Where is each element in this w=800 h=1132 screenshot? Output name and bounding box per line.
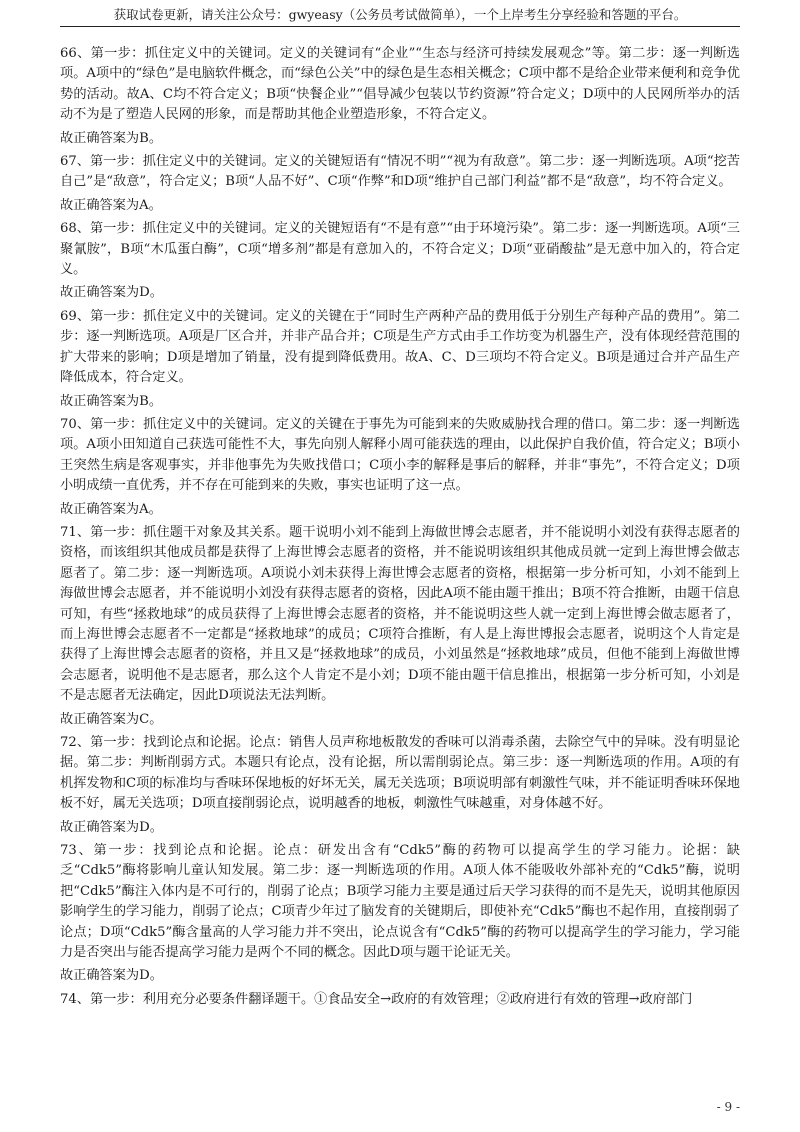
- item-67-answer: 故正确答案为A。: [60, 197, 162, 213]
- item-74-text: 74、第一步：利用充分必要条件翻译题干。①食品安全→政府的有效管理；②政府进行有效的管理→政府部门: [60, 991, 693, 1007]
- item-69-text: 69、第一步：抓住定义中的关键词。定义的关键在于“同时生产两种产品的费用低于分别生产每种产品的费用”。第二步：逐一判断选项。A项是厂区合并，并非产品合并；C项是生产方式由手工作坊变为机器生产，没有体现经营范围的扩大带来的影响；D项是增加了销量，没有提到降低费用。故A、C、D三项均不符合定义。B项是通过合并产品生产降低成本，符合定义。: [60, 308, 740, 386]
- answer-content: [60, 44, 740, 1013]
- page-header: 获取试卷更新，请关注公众号：gwyeasy（公务员考试做简单），一个上岸考生分享经验和答题的平台。: [60, 6, 740, 27]
- item-72-answer: 故正确答案为D。: [60, 819, 163, 835]
- item-68-answer: 故正确答案为D。: [60, 285, 163, 301]
- item-68-text: 68、第一步：抓住定义中的关键词。定义的关键短语有“不是有意”“由于环境污染”。第二步：逐一判断选项。A项“三聚氰胺”，B项“木瓜蛋白酶”，C项“增多剂”都是有意加入的，不符合定义；D项“亚硝酸盐”是无意中加入的，符合定义。: [60, 221, 740, 278]
- item-73-answer: 故正确答案为D。: [60, 968, 163, 984]
- item-66-answer: 故正确答案为B。: [60, 130, 163, 146]
- item-72-text: 72、第一步：找到论点和论据。论点：销售人员声称地板散发的香味可以消毒杀菌，去除空气中的异味。没有明显论据。第二步：判断削弱方式。本题只有论点，没有论据，所以需削弱论点。第三步：逐一判断选项的作用。A项的有机挥发物和C项的标准均与香味环保地板的好坏无关，属无关选项；B项说明部有刺激性气味，并不能证明香味环保地板不好，属无关选项；D项直接削弱论点，说明越香的地板，刺激性气味越重，对身体越不好。: [60, 735, 740, 812]
- item-69-answer: 故正确答案为B。: [60, 393, 163, 409]
- item-67-text: 67、第一步：抓住定义中的关键词。定义的关键短语有“情况不明”“视为有敌意”。第二步：逐一判断选项。A项“挖苦自己”是“敌意”，符合定义；B项“人品不好”、C项“作弊”和D项“维护自己部门利益”都不是“敌意”，均不符合定义。: [60, 154, 740, 190]
- item-71-text: 71、第一步：抓住题干对象及其关系。题干说明小刘不能到上海做世博会志愿者，并不能说明小刘没有获得志愿者的资格，而该组织其他成员都是获得了上海世博会志愿者的资格，并不能说明该组织其他成员就一定到上海世博会做志愿者了。第二步：逐一判断选项。A项说小刘未获得上海世博会志愿者的资格，根据第一步分析可知，小刘不能到上海做世博会志愿者，并不能说明小刘没有获得志愿者的资格，因此A项不能由题干推出；B项不符合推断，由题干信息可知，有些“拯救地球”的成员获得了上海世博会志愿者的资格，并不能说明这些人就一定到上海世博会做志愿者了，而上海世博会志愿者不一定都是“拯救地球”的成员；C项符合推断，有人是上海世博报会志愿者，说明这个人肯定是获得了上海世博会志愿者的资格，并且又是“拯救地球”的成员，小刘虽然是“拯救地球”成员，但他不能到上海做世博会志愿者，说明他不是志愿者，那么这个人肯定不是小刘；D项不能由题干信息推出，根据第一步分析可知，小刘是不是志愿者无法确定，因此D项说法无法判断。: [60, 524, 740, 704]
- item-70-text: 70、第一步：抓住定义中的关键词。定义的关键在于事先为可能到来的失败威胁找合理的借口。第二步：逐一判断选项。A项小田知道自己获选可能性不大，事先向别人解释小周可能获选的理由，以此保护自我价值，符合定义；B项小王突然生病是客观事实，并非他事先为失败找借口；C项小李的解释是事后的解释，并非“事先”，不符合定义；D项小明成绩一直优秀，并不存在可能到来的失败，事实也证明了这一点。: [60, 416, 740, 494]
- item-73-text: 73、第一步：找到论点和论据。论点：研发出含有“Cdk5”酶的药物可以提高学生的学习能力。论据：缺乏“Cdk5”酶将影响儿童认知发展。第二步：逐一判断选项的作用。A项人体不能吸收外部补充的“Cdk5”酶，说明把“Cdk5”酶注入体内是不可行的，削弱了论点；B项学习能力主要是通过后天学习获得的而不是先天，说明其他原因影响学生的学习能力，削弱了论点；C项青少年过了脑发育的关键期后，即使补充“Cdk5”酶也不起作用，直接削弱了论点；D项“Cdk5”酶含量高的人学习能力并不突出，论点说含有“Cdk5”酶的药物可以提高学生的学习能力，学习能力是否突出与能否提高学习能力是两个不同的概念。因此D项与题干论证无关。: [60, 843, 740, 961]
- page-number: - 9 -: [716, 1100, 740, 1114]
- item-70-answer: 故正确答案为A。: [60, 501, 162, 517]
- item-66-text: 66、第一步：抓住定义中的关键词。定义的关键词有“企业”“生态与经济可持续发展观念”等。第二步：逐一判断选项。A项中的“绿色”是电脑软件概念，而“绿色公关”中的绿色是生态相关概念；C项中都不是给企业带来便利和竞争优势的活动。故A、C均不符合定义；B项“快餐企业”“倡导减少包装以节约资源”符合定义；D项中的人民网所举办的活动不为是了塑造人民网的形象，而是帮助其他企业塑造形象，不符合定义。: [60, 46, 740, 123]
- item-71-answer: 故正确答案为C。: [60, 711, 163, 727]
